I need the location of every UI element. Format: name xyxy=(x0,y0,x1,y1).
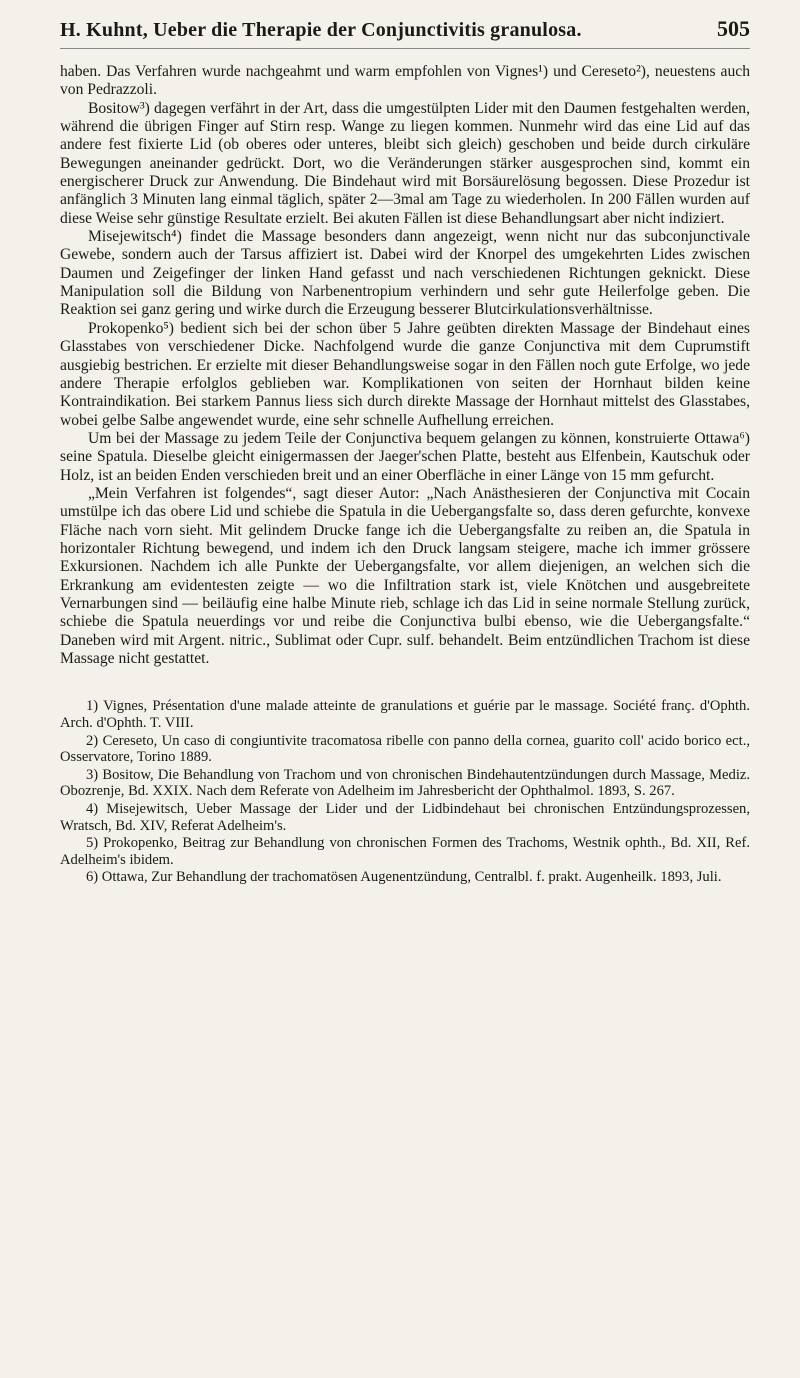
running-header xyxy=(60,16,750,49)
header-title: H. Kuhnt, Ueber die Therapie der Conjunctivitis granulosa. xyxy=(60,19,582,41)
footnote: 2) Cereseto, Un caso di congiuntivite tracomatosa ribelle con panno della cornea, guarito coll' acido borico ect., Osservatore, Torino 1889. xyxy=(60,732,750,766)
paragraph: Misejewitsch⁴) findet die Massage besonders dann angezeigt, wenn nicht nur das subconjunctivale Gewebe, sondern auch der Tarsus affiziert ist. Dabei wird der Knorpel des umgekehrten Lides zwischen Daumen und Zeigefinger der linken Hand gefasst und nach verschiedenen Richtungen geknickt. Diese Manipulation soll die Bildung von Narbenentropium verhindern und sehr gute Heilerfolge geben. Die Reaktion sei ganz gering und wirke durch die Erzeugung besserer Blutcirkulationsverhältnisse. xyxy=(60,228,750,319)
footnote: 5) Prokopenko, Beitrag zur Behandlung von chronischen Formen des Trachoms, Westnik ophth., Bd. XII, Ref. Adelheim's ibidem. xyxy=(60,835,750,868)
paragraph: haben. Das Verfahren wurde nachgeahmt und warm empfohlen von Vignes¹) und Cereseto²), neuestens auch von Pedrazzoli. xyxy=(60,63,750,99)
footnote: 6) Ottawa, Zur Behandlung der trachomatösen Augenentzündung, Centralbl. f. prakt. Augenheilk. 1893, Juli. xyxy=(86,869,722,886)
footnote: 1) Vignes, Présentation d'une malade atteinte de granulations et guérie par le massage. Société franç. d'Ophth. Arch. d'Ophth. T. VIII. xyxy=(60,698,750,731)
footnote: 3) Bositow, Die Behandlung von Trachom und von chronischen Bindehautentzündungen durch Massage, Mediz. Obozrenje, Bd. XXIX. Nach dem Referate von Adelheim im Jahresbericht der Ophthalmol. 1893, S. 267. xyxy=(60,766,750,800)
paragraph: Um bei der Massage zu jedem Teile der Conjunctiva bequem gelangen zu können, konstruierte Ottawa⁶) seine Spatula. Dieselbe gleicht einigermassen der Jaeger'schen Platte, besteht aus Elfenbein, Kautschuk oder Holz, ist an beiden Enden verschieden breit und an einer Oberfläche in einer Länge von 15 mm gefurcht. xyxy=(60,429,750,484)
page-number: 505 xyxy=(717,16,750,41)
body-text xyxy=(60,63,750,668)
footnotes xyxy=(60,698,750,886)
footnote: 4) Misejewitsch, Ueber Massage der Lider und der Lidbindehaut bei chronischen Entzündungsprozessen, Wratsch, Bd. XIV, Referat Adelheim's. xyxy=(60,800,750,834)
paragraph: Bositow³) dagegen verfährt in der Art, dass die umgestülpten Lider mit den Daumen festgehalten werden, während die übrigen Finger auf Stirn resp. Wange zu liegen kommen. Nunmehr wird das eine Lid auf das andere fest fixierte Lid (ob oberes oder unteres, bleibt sich gleich) geschoben und beide durch cirkuläre Bewegungen aneinander gedrückt. Dort, wo die Veränderungen stärker ausgesprochen sind, kommt ein energischerer Druck zur Anwendung. Die Bindehaut wird mit Borsäurelösung begossen. Diese Prozedur ist anfänglich 3 Minuten lang einmal täglich, später 2—3mal am Tage zu wiederholen. In 200 Fällen wurden auf diese Weise sehr günstige Resultate erzielt. Bei akuten Fällen ist diese Behandlungsart aber nicht indiziert. xyxy=(60,99,750,227)
paragraph: Prokopenko⁵) bedient sich bei der schon über 5 Jahre geübten direkten Massage der Bindehaut eines Glasstabes von verschiedener Dicke. Nachfolgend wurde die ganze Conjunctiva mit dem Cuprumstift ausgiebig bestrichen. Er erzielte mit dieser Behandlungsweise sogar in den Fällen noch gute Erfolge, wo jede andere Therapie erfolglos geblieben war. Komplikationen von seiten der Hornhaut bilden keine Kontraindikation. Bei starkem Pannus liess sich durch direkte Massage der Hornhaut mittelst des Glasstabes, wobei gelbe Salbe angewendet wurde, eine sehr schnelle Aufhellung erreichen. xyxy=(60,319,750,429)
paragraph: „Mein Verfahren ist folgendes“, sagt dieser Autor: „Nach Anästhesieren der Conjunctiva mit Cocain umstülpe ich das obere Lid und schiebe die Spatula in die Uebergangsfalte so, dass deren gefurchte, konvexe Fläche nach vorn sieht. Mit gelindem Drucke fange ich die Uebergangsfalte zu reiben an, die Spatula in horizontaler Richtung bewegend, und indem ich den Druck langsam steigere, mache ich immer grössere Exkursionen. Nachdem ich alle Punkte der Uebergangsfalte, vor allem diejenigen, an welchen sich die Erkrankung am evidentesten zeigte — wo die Infiltration stark ist, viele Knötchen und ausgebreitete Vernarbungen sind — beiläufig eine halbe Minute rieb, schlage ich das Lid in seine normale Stellung zurück, schiebe die Spatula neuerdings vor und reibe die Conjunctiva bulbi ebenso, wie die Uebergangsfalte.“ Daneben wird mit Argent. nitric., Sublimat oder Cupr. sulf. behandelt. Beim entzündlichen Trachom ist diese Massage nicht gestattet. xyxy=(60,484,750,667)
